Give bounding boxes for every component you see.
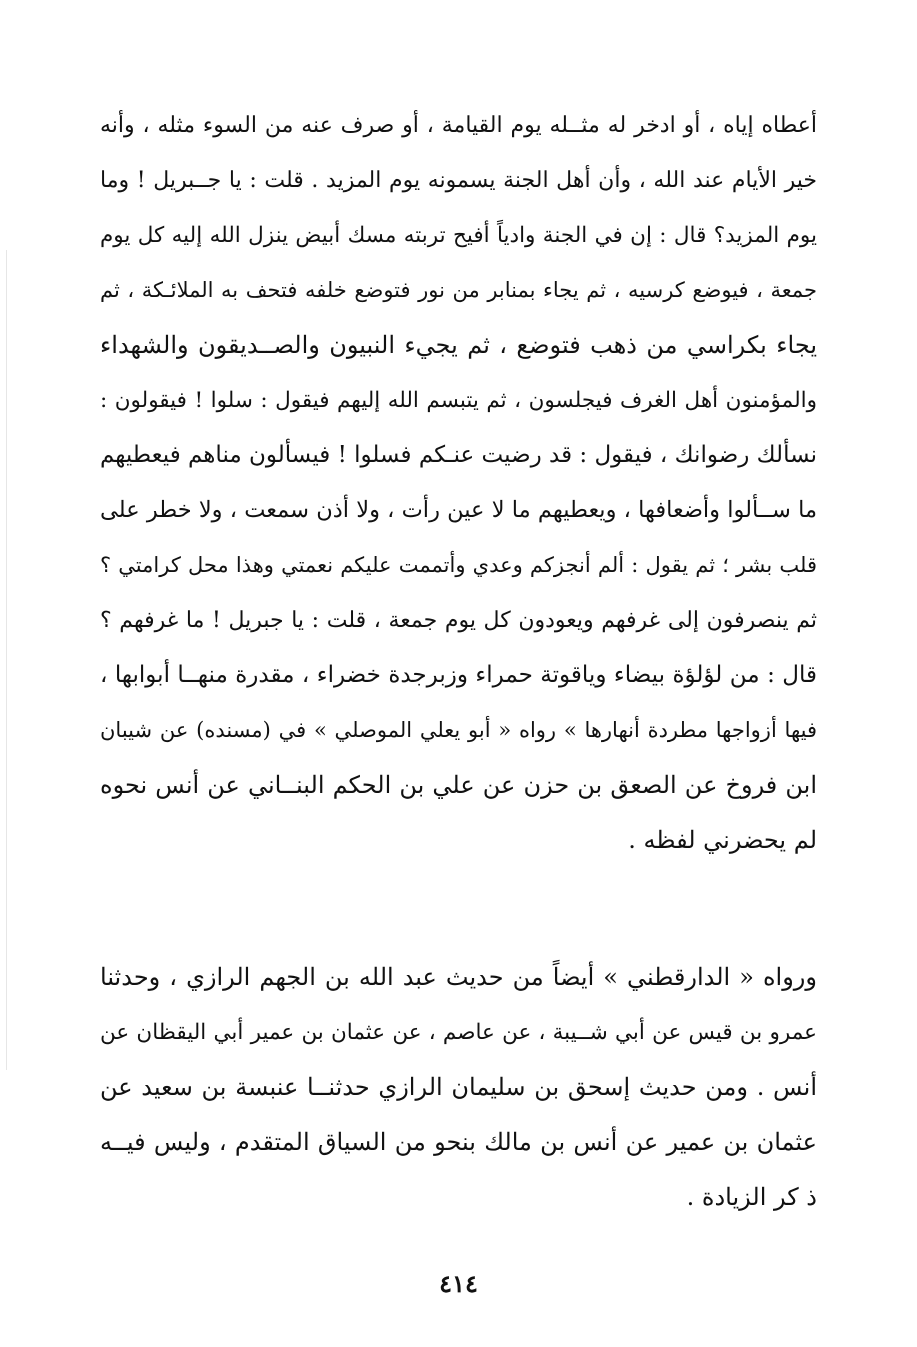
scan-edge-line: [6, 250, 7, 1070]
text-line: يوم المزيد؟ قال : إن في الجنة وادياً أفيح تربته مسك أبيض ينزل الله إليه كل يوم: [100, 223, 817, 248]
text-line: ما ســألوا وأضعافها ، ويعطيهم ما لا عين رأت ، ولا أذن سمعت ، ولا خطر على: [100, 497, 817, 523]
text-line: ابن فروخ عن الصعق بن حزن عن علي بن الحكم البنــاني عن أنس نحوه: [100, 771, 817, 799]
text-line: لم يحضرني لفظه .: [628, 826, 817, 854]
text-line: ثم ينصرفون إلى غرفهم ويعودون كل يوم جمعة ، قلت : يا جبريل ! ما غرفهم ؟: [100, 608, 817, 633]
paragraph-2: [100, 950, 817, 1225]
text-line: فيها أزواجها مطردة أنهارها » رواه « أبو يعلي الموصلي » في (مسنده) عن شيبان: [100, 718, 817, 742]
page-number: ٤١٤: [439, 1269, 478, 1298]
paragraph-1: [100, 98, 817, 868]
text-line: قال : من لؤلؤة بيضاء وياقوتة حمراء وزبرجدة خضراء ، مقدرة منهــا أبوابها ،: [100, 662, 817, 688]
text-line: والمؤمنون أهل الغرف فيجلسون ، ثم يتبسم الله إليهم فيقول : سلوا ! فيقولون :: [100, 388, 817, 413]
text-line: ورواه « الدارقطني » أيضاً من حديث عبد الله بن الجهم الرازي ، وحدثنا: [100, 963, 817, 991]
text-line: نسألك رضوانك ، فيقول : قد رضيت عنـكم فسلوا ! فيسألون مناهم فيعطيهم: [100, 442, 817, 468]
text-line: قلب بشر ؛ ثم يقول : ألم أنجزكم وعدي وأتممت عليكم نعمتي وهذا محل كرامتي ؟: [100, 553, 817, 577]
text-line: عمرو بن قيس عن أبي شــيبة ، عن عاصم ، عن عثمان بن عمير أبي اليقظان عن: [100, 1020, 817, 1045]
text-line: جمعة ، فيوضع كرسيه ، ثم يجاء بمنابر من نور فتوضع خلفه فتحف به الملائـكة ، ثم: [100, 278, 817, 302]
text-line: ذ كر الزيادة .: [686, 1183, 817, 1211]
text-line: أنس . ومن حديث إسحق بن سليمان الرازي حدثنــا عنبسة بن سعيد عن: [100, 1073, 817, 1101]
text-line: يجاء بكراسي من ذهب فتوضع ، ثم يجيء النبيون والصــديقون والشهداء: [100, 331, 817, 359]
text-line: أعطاه إياه ، أو ادخر له مثــله يوم القيامة ، أو صرف عنه من السوء مثله ، وأنه: [100, 113, 817, 138]
text-line: عثمان بن عمير عن أنس بن مالك بنحو من السياق المتقدم ، وليس فيــه: [100, 1128, 817, 1156]
text-line: خير الأيام عند الله ، وأن أهل الجنة يسمونه يوم المزيد . قلت : يا جــبريل ! وما: [100, 168, 817, 193]
